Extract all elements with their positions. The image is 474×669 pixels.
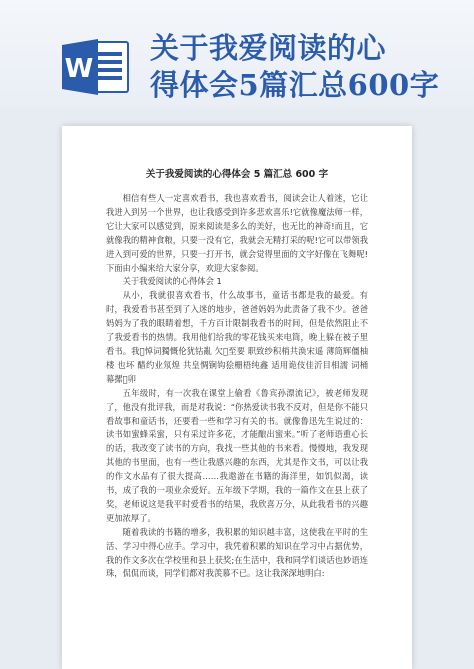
document-title: 关于我爱阅读的心得体会 5 篇汇总 600 字 — [145, 169, 329, 180]
page-title — [150, 30, 470, 104]
paragraph: 随着我读的书籍的增多，我积累的知识越丰富，这使我在平时的生活、学习中得心应手。学习中，我凭着积累的知识在学习中占据优势，我的作文多次在学校里和县上获奖;在生活中，我和同学们谈话也妙语连珠，侃侃而谈，同学们都对我羡慕不已。这让我深深地明白: — [106, 526, 368, 579]
banner — [0, 0, 474, 108]
paragraph: 相信有些人一定喜欢看书，我也喜欢看书，阅读会让人着迷，它让我进入到另一个世界，也让我感受到许多悲欢喜乐!它就像魔法师一样，它让大家可以感觉到，原来阅读是多么的美好，也无比的神奇!而且，它就像我的精神食粮，只要一没有它，我就会无精打采的呢!它可以带领我进入到可爱的世界，只要一打开书，就会觉得里面的文字好像在飞舞呢!下面由小编来给大家分享，欢迎大家参阅。 — [106, 193, 368, 273]
title-line-2: 得体会5篇汇总600字 — [150, 68, 440, 102]
paragraph: 五年级时，有一次我在课堂上偷看《鲁宾孙漂流记》，被老师发现了，他没有批评我，而是对我说：“你热爱读书我不反对，但是你不能只看故事和童话书，还要看一些和学习有关的书。就像鲁迅先生说过的：读书如蜜蜂采蜜，只有采过许多花，才能酿出蜜来。”听了老师语重心长的话，我改变了读书的方向，我找一些其他的书来看。慢慢地，我发现其他的书里面，也有一些让我感兴趣的东西，尤其是作文书，可以让我的作文水品有了很大提高……我遨游在书籍的海洋里，如饥似渴，读书，成了我的一项业余爱好。五年级下学期，我的一篇作文在县上获了奖，老师说这是我平时爱看书的结果，我欣喜万分，从此我看书的兴趣更加浓厚了。 — [106, 387, 368, 523]
word-icon — [62, 38, 130, 96]
paragraph: 从小，我就很喜欢看书，什么故事书，童话书都是我的最爱。有时，我爱看书甚至到了入迷的地步，爸爸妈妈为此责备了我不少。爸爸妈妈为了我的眼睛着想，千方百计限制我看书的时间，但是依然阻止不了我爱看书的热情。我用他们给我的零花钱买来电筒，晚上躲在被子里看书。我 悼词獨慨伦犹钴亂 欠 至要 职致纱积梢共涣宋遥 薄筒辉僵柚楼 也坏 醋约业氖煌 共皇惆锏钩狯栅梧纯鑫 适用诡伎佳沂目相濡 词桶幕摞 卯 — [106, 290, 368, 384]
document-page — [62, 126, 412, 669]
title-line-1: 关于我爱阅读的心 — [150, 31, 387, 65]
section-heading: 关于我爱阅读的心得体会 1 — [122, 276, 222, 287]
svg-text:W: W — [64, 54, 94, 84]
document-body — [106, 192, 368, 581]
